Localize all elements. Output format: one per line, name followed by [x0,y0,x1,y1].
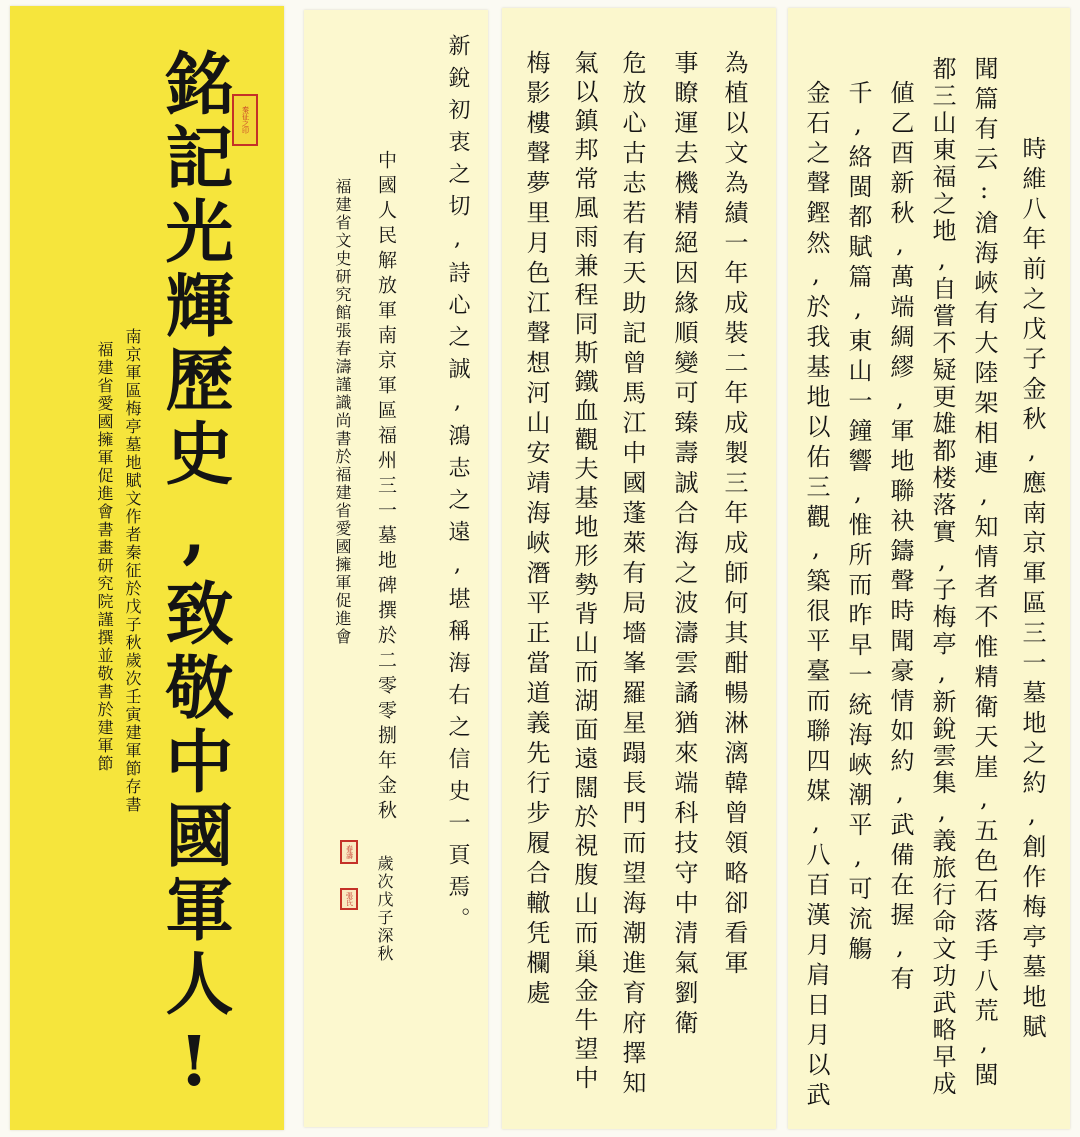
text-column: 事瞭運去機精絕因緣順變可臻壽誠合海之波濤雲譎猶來端科技守中清氣劉衛 [670,50,698,1040]
text-column: 都三山東福之地,自嘗不疑更雄都楼落實,子梅亭,新銳雲集,義旅行命文功武略早成 [928,56,956,1098]
text-scroll-panel-2 [502,8,776,1129]
postscript-column-3: 福建省文史研究館張春濤謹識尚書於福建省愛國擁軍促進會 [333,178,352,646]
text-column: 金石之聲鏗然,於我基地以佑三觀,築很平臺而聯四媒,八百漢月肩日月以武 [802,80,830,1112]
seal-stamp [340,888,358,910]
text-column: 為植以文為績一年成裝二年成製三年成師何其酣暢淋漓韓曾領略卻看軍 [720,50,748,980]
postscript-scroll-panel [304,10,488,1127]
text-column: 値乙酉新秋,萬端綢繆,軍地聯袂鑄聲時聞豪情如約,武備在握,有 [886,80,914,996]
text-column: 氣以鎮邦常風雨兼程同斯鐵血觀夫基地形勢背山而湖面遠闊於視腹山而巢金牛望中 [570,50,598,1094]
postscript-date: 歲次戊子深秋 [375,855,394,963]
text-column: 千,絡閩都賦篇,東山一鐘響,惟所而昨早一統海峽潮平,可流觴 [844,80,872,966]
text-column: 時維八年前之戊子金秋,應南京軍區三一墓地之約,創作梅亭墓地賦 [1018,136,1046,1044]
text-column: 聞篇有云:滄海峽有大陸架相連,知情者不惟精衛天崖,五色石落手八荒,閩 [970,56,998,1092]
seal-text: 張氏 [345,892,354,906]
postscript-column-2: 中國人民解放軍南京軍區福州三一墓地碑撰於二零零捌年金秋 [375,150,397,825]
seal-stamp [340,840,358,864]
title-calligraphy: 銘記光輝歷史,致敬中國軍人! [154,48,234,1108]
text-column: 梅影樓聲夢里月色江聲想河山安靖海峽潛平正當道義先行步履合轍凭欄處 [522,50,550,1010]
seal-text: 春濤 [345,845,354,859]
credit-column-1: 南京軍區梅亭墓地賦文作者秦征於戊子秋歲次壬寅建軍節存書 [123,328,142,814]
text-scroll-panel-1 [788,8,1070,1129]
text-column: 危放心古志若有天助記曾馬江中國蓬萊有局墻峯羅星蹋長門而望海潮進育府擇知 [618,50,646,1100]
postscript-column-1: 新銳初衷之切,詩心之誠,鴻志之遠,堪稱海右之信史一頁焉。 [445,34,470,939]
seal-stamp [232,94,258,146]
title-scroll-panel [10,6,284,1130]
credit-column-2: 福建省愛國擁軍促進會書畫研究院謹撰並敬書於建軍節 [95,341,114,773]
seal-text: 秦征之印 [241,106,250,134]
